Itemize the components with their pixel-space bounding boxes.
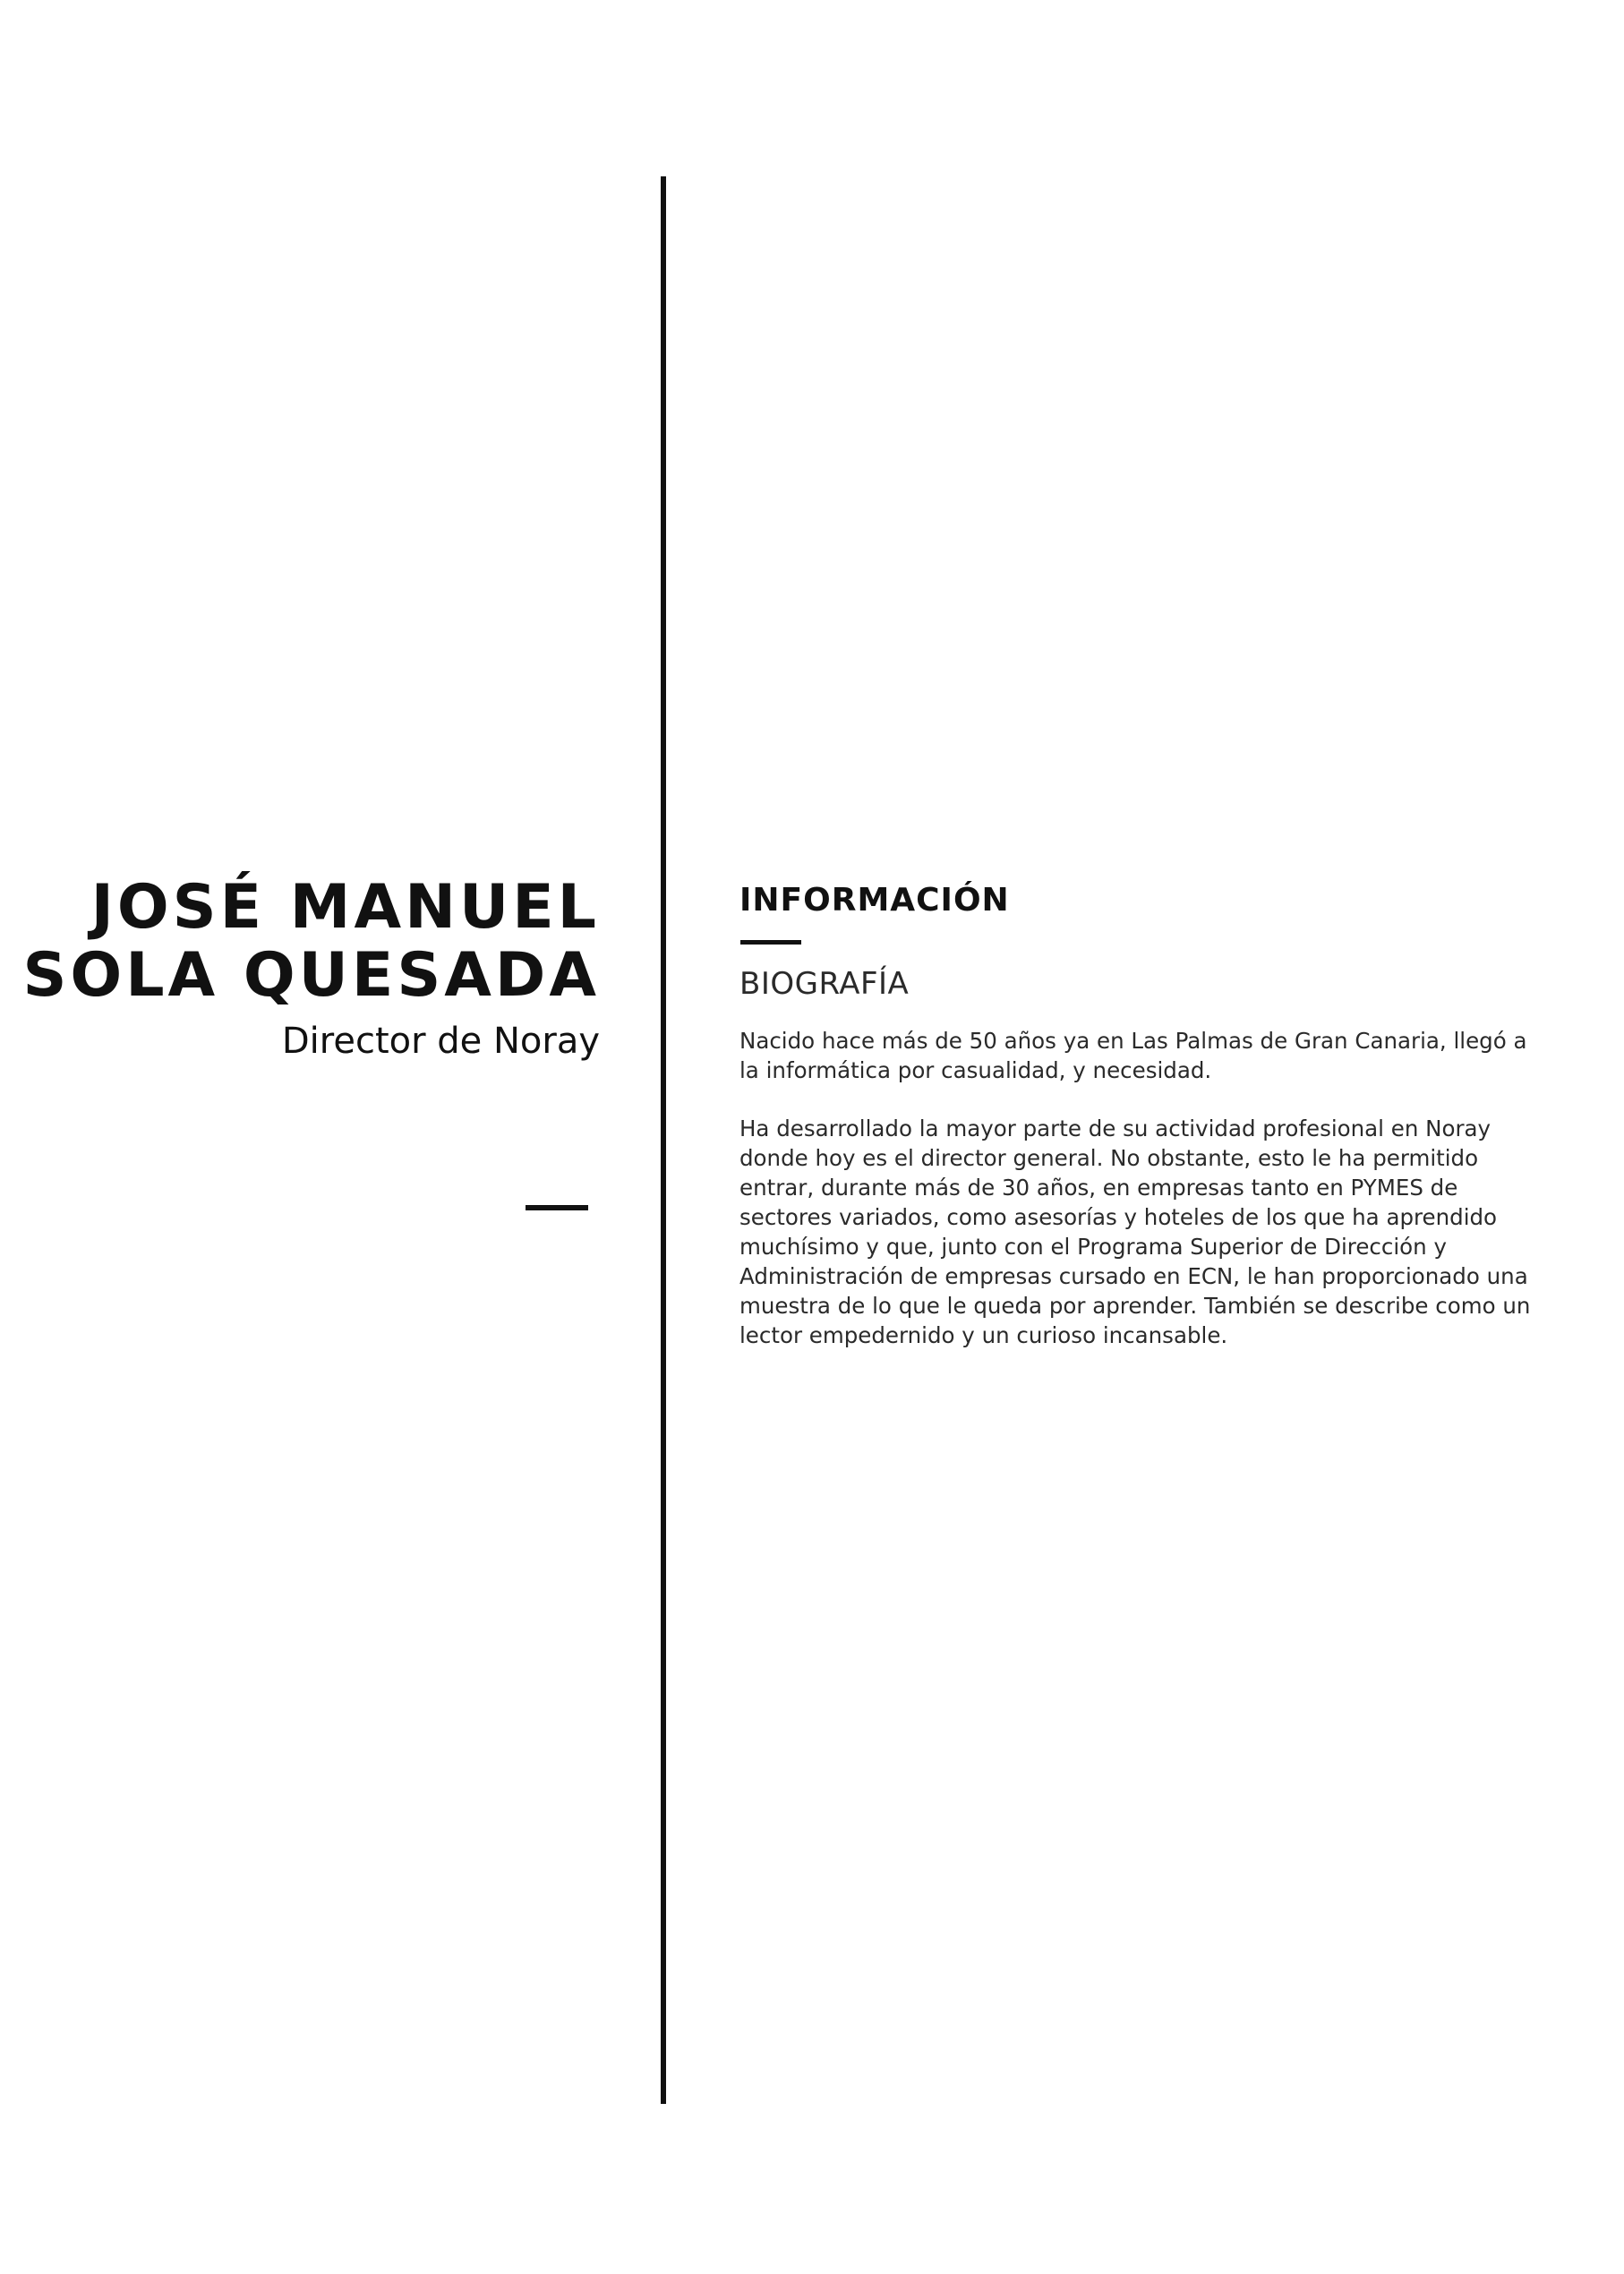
person-name-line-1: JOSÉ MANUEL (90, 872, 600, 943)
section-title-dash (740, 940, 801, 945)
subsection-title: BIOGRAFÍA (739, 966, 910, 1002)
left-accent-dash (526, 1205, 588, 1210)
bio-paragraph: Nacido hace más de 50 años ya en Las Palmas de Gran Canaria, llegó a la informática por casualidad, y necesidad. (739, 1028, 1527, 1083)
person-name-line-2: SOLA QUESADA (22, 940, 600, 1011)
bio-paragraph: Ha desarrollado la mayor parte de su actividad profesional en Noray donde hoy es el director general. No obstante, esto le ha permitido entrar, durante más de 30 años, en empresas tanto en PYMES de sectores variados, como asesorías y hoteles de los que ha aprendido muchísimo y que, junto con el Programa Superior de Dirección y Administración de empresas cursado en ECN, le han proporcionado una muestra de lo que le queda por aprender. También se describe como un lector empedernido y un curioso incansable. (739, 1116, 1531, 1348)
vertical-divider (661, 176, 666, 2104)
section-title: INFORMACIÓN (739, 882, 1010, 919)
person-role: Director de Noray (281, 1021, 600, 1062)
